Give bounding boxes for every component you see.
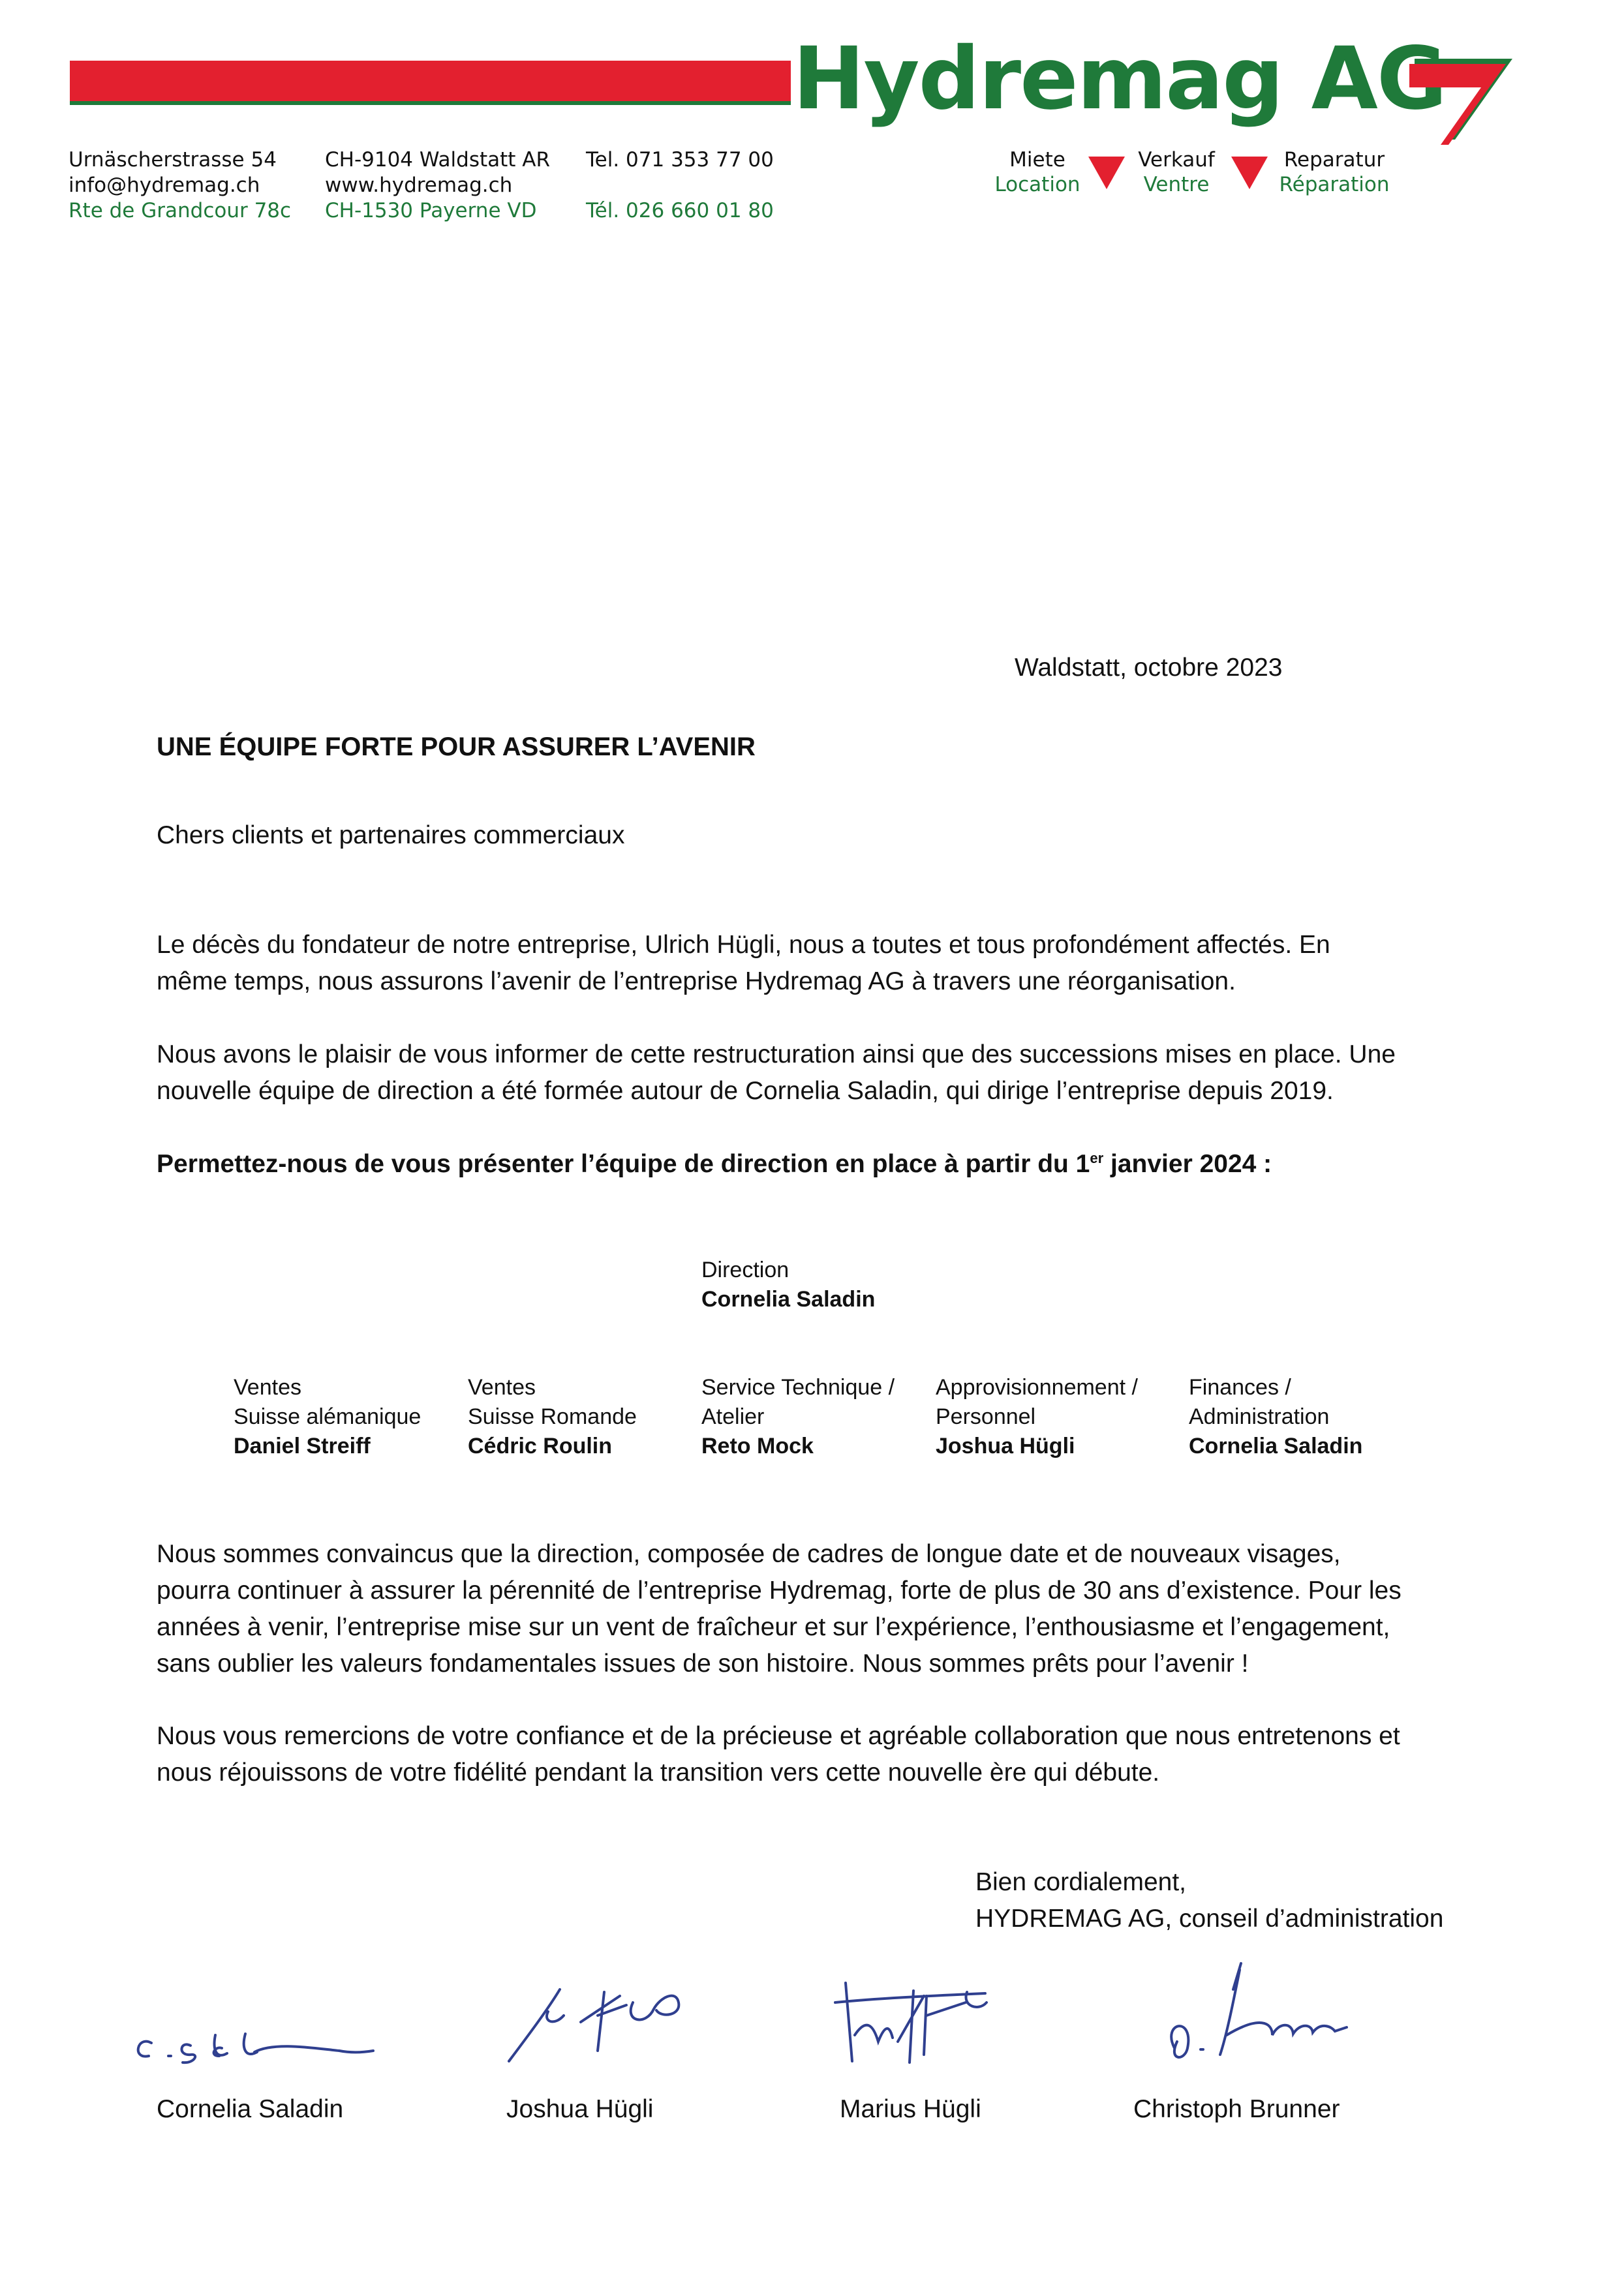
signature-joshua-hugli (483, 1963, 718, 2074)
signatory-name: Cornelia Saladin (157, 2095, 344, 2123)
letter-subject: UNE ÉQUIPE FORTE POUR ASSURER L’AVENIR (157, 733, 756, 761)
signature-christoph-brunner (1122, 1950, 1370, 2081)
org-department-name: Daniel Streiff (234, 1434, 371, 1458)
paragraph-line: pourra continuer à assurer la pérennité de l’entreprise Hydremag, forte de plus de 30 ans d’existence. Pour les (157, 1577, 1402, 1605)
service-sale-de: Verkauf (1138, 148, 1215, 172)
paragraph-line: Nous sommes convaincus que la direction, composée de cadres de longue date et de nouveaux visages, (157, 1540, 1341, 1568)
org-department-sales-de (234, 1373, 421, 1461)
triangle-down-icon (1088, 157, 1125, 189)
paragraph-3 (157, 1536, 1402, 1682)
team-intro-sup: er (1090, 1150, 1104, 1166)
letter-date: Waldstatt, octobre 2023 (1015, 654, 1283, 682)
address-phone-1: Tel. 071 353 77 00 (586, 148, 774, 172)
paragraph-line: années à venir, l’entreprise mise sur un vent de fraîcheur et sur l’expérience, l’enthousiasme et l’engagement, (157, 1613, 1390, 1641)
paragraph-line: Nous vous remercions de votre confiance et de la précieuse et agréable collaboration que nous entretenons et (157, 1722, 1400, 1750)
paragraph-line: même temps, nous assurons l’avenir de l’entreprise Hydremag AG à travers une réorganisation. (157, 967, 1236, 995)
closing: Bien cordialement, (975, 1868, 1187, 1896)
org-direction-name: Cornelia Saladin (701, 1287, 876, 1312)
company-logo: Hydremag AG (793, 29, 1447, 129)
service-rent-de: Miete (1009, 148, 1065, 172)
paragraph-4 (157, 1718, 1400, 1791)
address-phone-2: Tél. 026 660 01 80 (586, 199, 774, 222)
paragraph-line: sans oublier les valeurs fondamentales issues de son histoire. Nous sommes prêts pour l’avenir ! (157, 1650, 1249, 1678)
website-link[interactable]: www.hydremag.ch (325, 174, 513, 197)
address-street-2: Rte de Grandcour 78c (69, 199, 292, 222)
signature-cornelia-saladin (117, 1983, 405, 2081)
signatory-name: Marius Hügli (840, 2095, 981, 2123)
team-intro-text-end: janvier 2024 : (1103, 1150, 1272, 1178)
org-department-line: Ventes (234, 1375, 301, 1400)
org-department-line: Administration (1189, 1404, 1330, 1429)
paragraph-line: Nous avons le plaisir de vous informer de cette restructuration ainsi que des successions mises en place. Une (157, 1040, 1396, 1068)
org-department-line: Suisse alémanique (234, 1404, 421, 1429)
address-city-1: CH-9104 Waldstatt AR (325, 148, 551, 172)
service-repair-de: Reparatur (1283, 148, 1385, 172)
signature-marius-hugli (816, 1957, 1011, 2074)
logo-chevron-icon (1409, 59, 1514, 150)
org-department-line: Ventes (468, 1375, 536, 1400)
signatory-name: Joshua Hügli (506, 2095, 654, 2123)
address-street-1: Urnäscherstrasse 54 (69, 148, 277, 172)
service-sale-fr: Ventre (1143, 173, 1210, 196)
team-intro-text: Permettez-nous de vous présenter l’équipe de direction en place à partir du 1 (157, 1150, 1090, 1178)
email-link[interactable]: info@hydremag.ch (69, 174, 260, 197)
team-intro (157, 1146, 1272, 1183)
org-direction (701, 1256, 875, 1314)
service-repair-fr: Réparation (1279, 173, 1390, 196)
org-department-supply (936, 1373, 1138, 1461)
header-red-bar (70, 61, 791, 101)
paragraph-2 (157, 1036, 1396, 1110)
org-department-line: Service Technique / (701, 1375, 895, 1400)
org-department-name: Cornelia Saladin (1189, 1434, 1363, 1458)
org-department-name: Joshua Hügli (936, 1434, 1075, 1458)
paragraph-line: nous réjouissons de votre fidélité pendant la transition vers cette nouvelle ère qui débute. (157, 1759, 1160, 1787)
service-rent (988, 147, 1086, 197)
service-repair (1272, 147, 1396, 197)
org-department-name: Reto Mock (701, 1434, 814, 1458)
paragraph-1 (157, 927, 1330, 1000)
org-direction-role: Direction (701, 1258, 789, 1282)
signatory-name: Christoph Brunner (1133, 2095, 1340, 2123)
org-department-line: Finances / (1189, 1375, 1291, 1400)
service-sale (1127, 147, 1225, 197)
address-city-2: CH-1530 Payerne VD (325, 199, 537, 222)
paragraph-line: nouvelle équipe de direction a été formée autour de Cornelia Saladin, qui dirige l’entreprise depuis 2019. (157, 1077, 1334, 1105)
service-rent-fr: Location (994, 173, 1080, 196)
org-department-finance (1189, 1373, 1362, 1461)
salutation: Chers clients et partenaires commerciaux (157, 821, 625, 849)
org-department-line: Suisse Romande (468, 1404, 637, 1429)
paragraph-line: Le décès du fondateur de notre entreprise, Ulrich Hügli, nous a toutes et tous profondément affectés. En (157, 931, 1330, 959)
org-department-line: Atelier (701, 1404, 765, 1429)
org-department-name: Cédric Roulin (468, 1434, 613, 1458)
org-department-service (701, 1373, 895, 1461)
closing-org: HYDREMAG AG, conseil d’administration (975, 1905, 1444, 1933)
org-department-line: Personnel (936, 1404, 1036, 1429)
org-department-line: Approvisionnement / (936, 1375, 1138, 1400)
org-department-sales-fr (468, 1373, 637, 1461)
triangle-down-icon (1231, 157, 1268, 189)
